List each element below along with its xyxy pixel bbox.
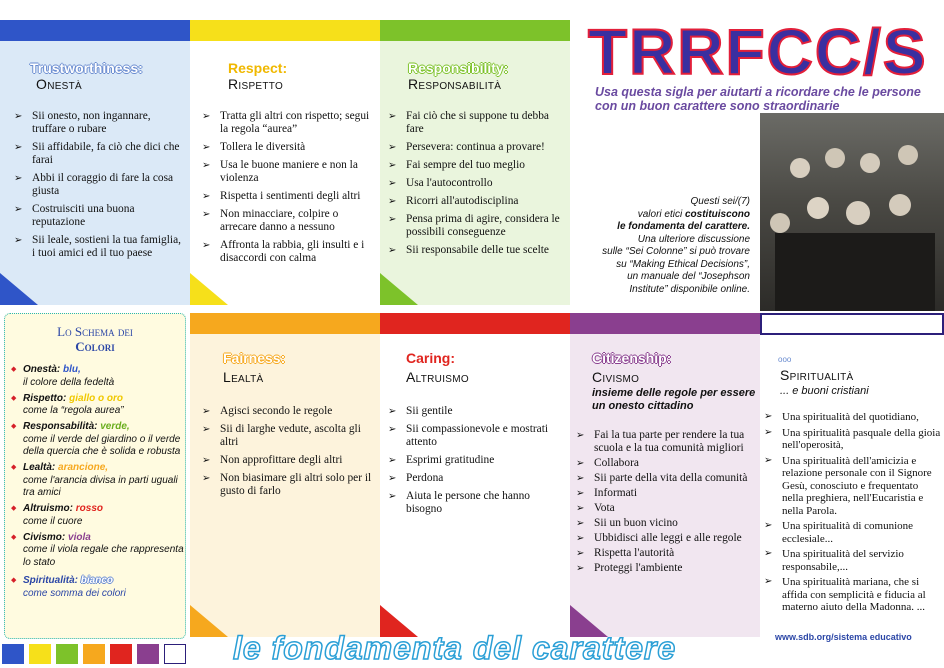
historical-photo	[760, 113, 944, 311]
list-item: ➢ Fai sempre del tuo meglio	[386, 159, 564, 172]
citizenship-list	[574, 429, 756, 577]
legend-desc: come il verde del giardino o il verde della quercia che è solida e robusta	[23, 433, 181, 457]
corner-triangle	[190, 273, 228, 305]
legend-desc: come il viola regale che rappresenta lo stato	[23, 544, 184, 568]
list-item: ➢ Costruisciti una buona reputazione	[12, 203, 184, 229]
spirituality-list	[762, 411, 942, 617]
list-item: ➢ Collabora	[574, 457, 756, 470]
list-item: ➢ Una spiritualità di comunione ecclesiale...	[762, 520, 942, 545]
legend-desc: il colore della fedeltà	[23, 376, 115, 388]
heading-it: Lealtà	[223, 369, 264, 385]
legend-item	[11, 462, 185, 500]
legend-key: Rispetto:	[23, 392, 67, 404]
note-fragment: valori etici	[637, 208, 685, 220]
trust-list	[12, 110, 184, 265]
legend-item	[11, 364, 185, 389]
legend-key: Lealtà:	[23, 462, 56, 473]
list-item: ➢ Una spiritualità dell'amicizia e relazione personale con il Signore Gesù, conosciuto e frequentato nella preghiera, nell'Eucaristia e nella Parola.	[762, 455, 942, 518]
legend-color: arancione,	[58, 462, 109, 473]
heading-it: Altruismo	[406, 369, 469, 385]
list-item: ➢ Sii parte della vita della comunità	[574, 472, 756, 485]
legend-title-line: Colori	[75, 339, 115, 354]
purple-bar	[570, 313, 760, 334]
caring-list	[386, 405, 564, 521]
legend-desc: come l'arancia divisa in parti uguali tra amici	[23, 474, 178, 498]
list-item: ➢ Esprimi gratitudine	[386, 454, 564, 467]
sub-heading: insieme delle regole per essere un onesto cittadino	[592, 387, 756, 412]
list-item: ➢ Persevera: continua a provare!	[386, 141, 564, 154]
legend-color: blu,	[63, 364, 81, 375]
note-line: su “Making Ethical Decisions”,	[616, 258, 750, 270]
legend-key: Onestà:	[23, 364, 61, 375]
swatch-orange	[83, 644, 105, 664]
legend-title	[5, 324, 185, 354]
legend-item	[11, 532, 185, 570]
note-bold: costituiscono	[684, 208, 750, 220]
panel-spirituality	[760, 313, 944, 667]
logo-title: TRRFCC/S	[588, 16, 928, 88]
list-item: ➢ Agisci secondo le regole	[200, 405, 376, 418]
panel-responsibility	[380, 20, 570, 305]
legend-key: Altruismo:	[23, 503, 73, 514]
legend-list	[11, 364, 185, 604]
list-item: ➢ Una spiritualità del quotidiano,	[762, 411, 942, 424]
heading-it: Onestà	[36, 76, 83, 92]
note-line: sulle “Sei Colonne” si può trovare	[602, 246, 750, 257]
list-item: ➢ Non approfittare degli altri	[200, 454, 376, 467]
color-legend	[4, 313, 186, 639]
list-item: ➢ Tollera le diversità	[200, 141, 376, 154]
list-item: ➢ Sii responsabile delle tue scelte	[386, 244, 564, 257]
note-text	[572, 196, 750, 296]
list-item: ➢ Tratta gli altri con rispetto; segui la regola “aurea”	[200, 110, 376, 136]
swatch-white	[164, 644, 186, 664]
heading-it: Rispetto	[228, 76, 284, 92]
list-item: ➢ Affronta la rabbia, gli insulti e i disaccordi con calma	[200, 239, 376, 265]
blue-bar	[0, 20, 190, 41]
yellow-bar	[190, 20, 380, 41]
swatch-yellow	[29, 644, 51, 664]
fairness-list	[200, 405, 376, 503]
list-item: ➢ Sii un buon vicino	[574, 517, 756, 530]
legend-color: verde,	[100, 421, 130, 432]
note-line: Questi sei/(7)	[690, 196, 750, 207]
list-item: ➢ Fai la tua parte per rendere la tua scuola e la tua comunità migliori	[574, 429, 756, 455]
legend-item	[11, 421, 185, 459]
list-item: ➢ Non biasimare gli altri solo per il gusto di farlo	[200, 472, 376, 498]
heading-en: Fairness:	[223, 350, 286, 366]
list-item: ➢ Sii gentile	[386, 405, 564, 418]
heading-en: Trustworthiness:	[30, 60, 143, 76]
legend-key: Spiritualità:	[23, 575, 79, 586]
swatch-blue	[2, 644, 24, 664]
site-link[interactable]: www.sdb.org/sistema educativo	[775, 632, 912, 642]
panel-fairness	[190, 313, 380, 637]
heading-en: Caring:	[406, 350, 455, 366]
swatch-red	[110, 644, 132, 664]
list-item: ➢ Aiuta le persone che hanno bisogno	[386, 490, 564, 516]
list-item: ➢ Sii onesto, non ingannare, truffare o rubare	[12, 110, 184, 136]
heading-en: Respect:	[228, 60, 288, 76]
red-bar	[380, 313, 570, 334]
list-item: ➢ Vota	[574, 502, 756, 515]
list-item: ➢ Rispetta l'autorità	[574, 547, 756, 560]
corner-triangle	[190, 605, 228, 637]
list-item: ➢ Ubbidisci alle leggi e alle regole	[574, 532, 756, 545]
legend-key: Civismo:	[23, 531, 66, 543]
list-item: ➢ Sii affidabile, fa ciò che dici che farai	[12, 141, 184, 167]
note-line	[572, 209, 750, 222]
list-item: ➢ Sii compassionevole e mostrati attento	[386, 423, 564, 449]
legend-key: Responsabilità:	[23, 421, 98, 432]
list-item: ➢ Sii di larghe vedute, ascolta gli altri	[200, 423, 376, 449]
orange-bar	[190, 313, 380, 334]
corner-triangle	[380, 273, 418, 305]
list-item: ➢ Sii leale, sostieni la tua famiglia, i tuoi amici ed il tuo paese	[12, 234, 184, 260]
legend-color: giallo o oro	[69, 392, 124, 404]
legend-desc: come somma dei colori	[23, 587, 126, 599]
heading-en: ooo	[778, 355, 792, 364]
panel-respect	[190, 20, 380, 305]
list-item: ➢ Usa l'autocontrollo	[386, 177, 564, 190]
legend-item	[11, 393, 185, 418]
corner-triangle	[0, 273, 38, 305]
list-item: ➢ Una spiritualità del servizio responsabile,...	[762, 548, 942, 573]
heading-en: Responsibility:	[408, 60, 509, 76]
logo-tagline: Usa questa sigla per aiutarti a ricordare che le persone con un buon carattere sono straordinarie	[595, 85, 921, 113]
footer-title: le fondamenta del carattere	[233, 630, 677, 666]
responsibility-list	[386, 110, 564, 262]
list-item: ➢ Abbi il coraggio di fare la cosa giusta	[12, 172, 184, 198]
heading-it: Responsabilità	[408, 76, 502, 92]
list-item: ➢ Una spiritualità mariana, che si affida con semplicità e fiducia al materno aiuto della Madonna. ...	[762, 576, 942, 614]
list-item: ➢ Una spiritualità pasquale della gioia nell'operosità,	[762, 427, 942, 452]
sub-heading: ... e buoni cristiani	[780, 385, 869, 397]
legend-title-line: Lo Schema dei	[57, 324, 133, 339]
list-item: ➢ Usa le buone maniere e non la violenza	[200, 159, 376, 185]
legend-color: viola	[68, 531, 91, 543]
list-item: ➢ Fai ciò che si suppone tu debba fare	[386, 110, 564, 136]
note-line: Una ulteriore discussione	[637, 233, 750, 245]
heading-it: Civismo	[592, 369, 640, 385]
list-item: ➢ Non minacciare, colpire o arrecare danno a nessuno	[200, 208, 376, 234]
legend-color: bianco	[80, 575, 114, 586]
white-bar	[760, 313, 944, 335]
heading-it: Spiritualità	[780, 367, 854, 383]
list-item: ➢ Rispetta i sentimenti degli altri	[200, 190, 376, 203]
list-item: ➢ Proteggi l'ambiente	[574, 562, 756, 575]
list-item: ➢ Perdona	[386, 472, 564, 485]
panel-caring	[380, 313, 570, 637]
list-item: ➢ Ricorri all'autodisciplina	[386, 195, 564, 208]
legend-item	[11, 575, 185, 600]
note-line: le fondamenta del carattere.	[617, 221, 750, 232]
respect-list	[200, 110, 376, 270]
panel-citizenship	[570, 313, 760, 637]
legend-desc: come il cuore	[23, 515, 83, 527]
note-line: Institute” disponibile online.	[629, 283, 750, 295]
legend-desc: come la “regola aurea”	[23, 405, 124, 416]
photo-figures-icon	[760, 113, 944, 311]
legend-color: rosso	[75, 503, 104, 514]
list-item: ➢ Informati	[574, 487, 756, 500]
swatch-green	[56, 644, 78, 664]
swatch-purple	[137, 644, 159, 664]
note-line: un manuale del “Josephson	[627, 271, 750, 282]
green-bar	[380, 20, 570, 41]
list-item: ➢ Pensa prima di agire, considera le possibili conseguenze	[386, 213, 564, 239]
legend-item	[11, 503, 185, 528]
heading-en: Citizenship:	[592, 350, 672, 366]
panel-trustworthiness	[0, 20, 190, 305]
